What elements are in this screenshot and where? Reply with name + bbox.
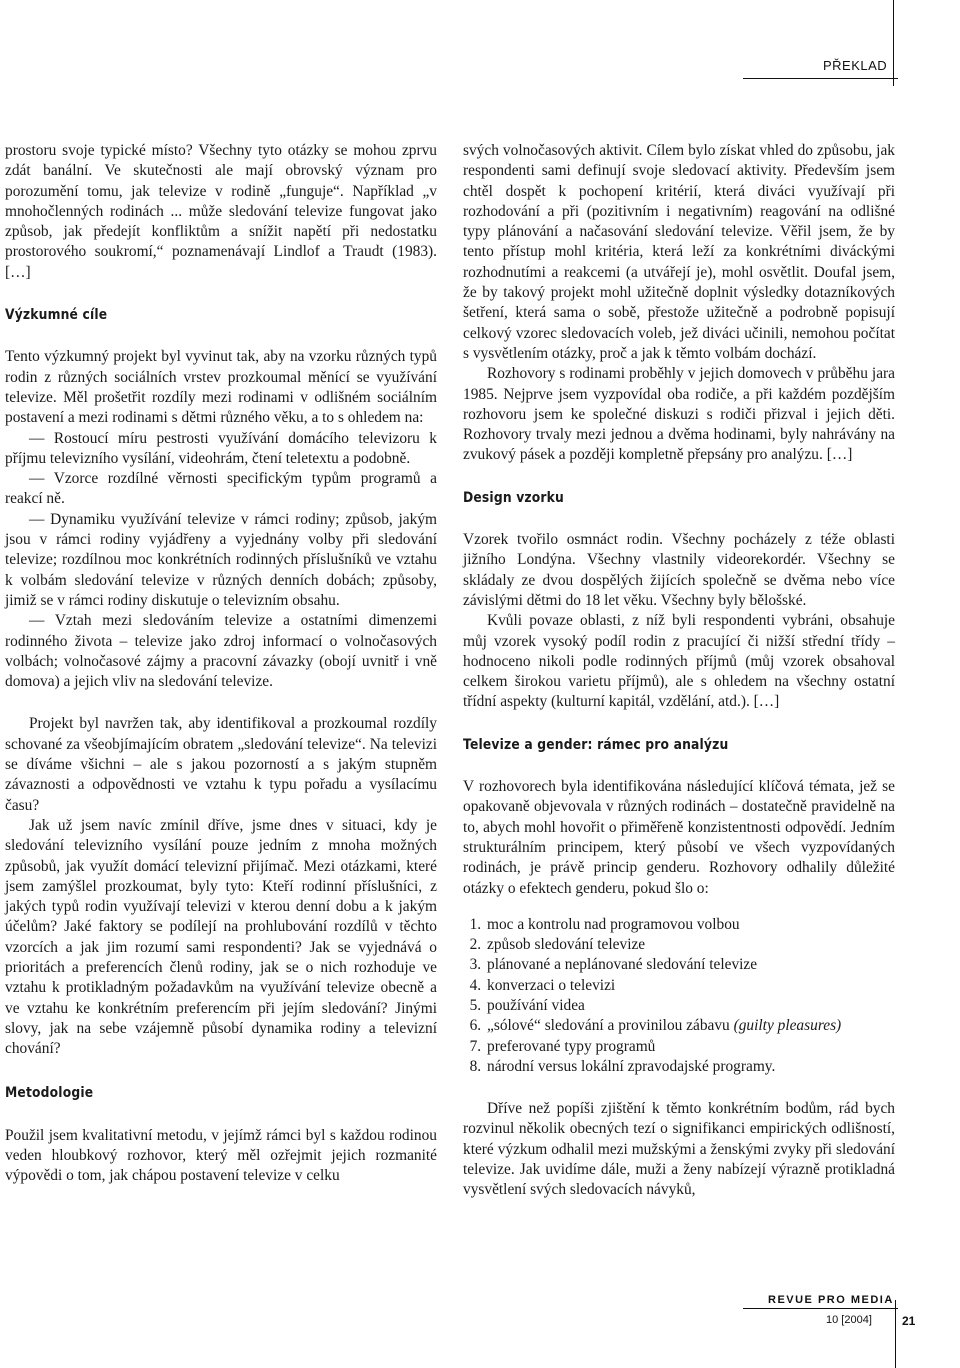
paragraph: Použil jsem kvalitativní metodu, v jejímž rámci byl s každou rodinou veden hloubkový rozhovor, který měl ozřejmit jejich rozmanité výpovědi o tom, jak chápou postavení televize v celku <box>5 1126 437 1185</box>
heading-research-goals: Výzkumné cíle <box>5 307 108 324</box>
paragraph: Projekt byl navržen tak, aby identifikoval a prozkoumal rozdíly schované za všeobjímajícím obratem „sledování televize“. Na televizi se díváme všichni – ale s jakou pozorností a s jakým stupněm závaznosti a odpovědnosti ve vztahu k typu pořadu a vysílacímu času? <box>5 715 437 814</box>
right-column <box>463 141 895 1201</box>
paragraph: svých volnočasových aktivit. Cílem bylo získat vhled do způsobu, jak respondenti sami definují svoje sledovací aktivity. Především jsem chtěl dospět k pochopení kritérií, která diváci využívají při rozhodování a při (pozitivním i negativním) reagování na odlišné typy plánování a načasování sledování televize. Věřil jsem, že by tento přístup mohl kritéria, která leží za konkrétními diváckými rozhodnutími a reakcemi (a utvářejí je), mohl osvětlit. Doufal jsem, že by takový projekt mohl užitečně doplnit výsledky dotazníkových šetření, která sama o sobě, přestože užitečně a podrobně popisují celkový vzorec sledovacích voleb, jež diváci učinili, nemohou počítat s vysvětlením otázky, proč a jak k těmto volbám dochází. <box>463 142 895 362</box>
header-divider-vertical <box>893 0 894 86</box>
issue-number: 10 [2004] <box>826 1314 872 1326</box>
topic-list <box>463 915 895 1077</box>
list-item: 7. preferované typy programů <box>485 1037 895 1057</box>
footer-divider-vertical <box>895 1300 896 1368</box>
paragraph: V rozhovorech byla identifikována následující klíčová témata, jež se opakovaně objevovala v různých rodinách – dostatečně pravidelně na to, abych mohl hovořit o přiměřeně konzistentnosti odpovědí. Jedním strukturálním principem, který působí ve všech vyzpovídaných rodinách, je právě princip genderu. Rozhovory odhalily důležité otázky o efektech genderu, pokud šlo o: <box>463 778 895 897</box>
paragraph: prostoru svoje typické místo? Všechny tyto otázky se mohou zprvu zdát banální. Ve skutečnosti ale mají obrovský význam pro porozumění tomu, jak televize v rodině „funguje“. Například „v mnohočlenných rodinách ... může sledování televize fungovat jako způsob, jak předejít konfliktům a snížit napětí při nedostatku prostorového soukromí,“ poznamenávají Lindlof a Traudt (1983). […] <box>5 142 437 281</box>
heading-sample-design: Design vzorku <box>463 489 564 506</box>
paragraph: Rozhovory s rodinami proběhly v jejich domovech v průběhu jara 1985. Nejprve jsem vyzpovídal oba rodiče, a při každém pozdějším rozhovoru jsem ke společné diskuzi s rodiči přizval i jejich děti. Rozhovory trvaly mezi jednou a dvěma hodinami, byly nahrávány na zvukový pásek a později kompletně přepsány pro analýzu. […] <box>463 365 895 464</box>
list-item: — Vzorce rozdílné věrnosti specifickým typům programů a reakcí ně. <box>5 470 437 508</box>
footer-rule <box>743 1308 898 1309</box>
page-number: 21 <box>902 1314 916 1328</box>
list-item: 4. konverzaci o televizi <box>485 976 895 996</box>
list-item: — Dynamiku využívání televize v rámci rodiny; způsob, jakým jsou v rámci rodiny vyjádřeny a vyjednány volby při sledování televize; rozdílnou moc konkrétních rodinných příslušníků ve vztahu k volbám sledování televize v různých denních dobách; způsoby, jimiž se v rámci rodiny diskutuje o televizním obsahu. <box>5 510 437 609</box>
list-item: 2. způsob sledování televize <box>485 935 895 955</box>
list-item: 6. „sólové“ sledování a provinilou zábavu (guilty pleasures) <box>485 1016 895 1036</box>
list-item: 8. národní versus lokální zpravodajské programy. <box>485 1057 895 1077</box>
list-item: — Rostoucí míru pestrosti využívání domácího televizoru k příjmu televizního vysílání, videohrám, čtení teletextu a podobně. <box>5 429 437 467</box>
header-rule <box>743 78 898 79</box>
journal-logo: REVUE PRO MEDIA <box>768 1294 894 1306</box>
heading-television-gender: Televize a gender: rámec pro analýzu <box>463 736 729 753</box>
heading-methodology: Metodologie <box>5 1085 94 1102</box>
italic-term: (guilty pleasures) <box>733 1017 842 1035</box>
paragraph: Vzorek tvořilo osmnáct rodin. Všechny pocházely z téže oblasti jižního Londýna. Všechny vlastnily videorekordér. Všechny se skládaly ze dvou dospělých žijících společně se dvěma nebo více závislými dětmi do 18 let věku. Všechny byly bělošské. <box>463 531 895 609</box>
list-item: 1. moc a kontrolu nad programovou volbou <box>485 915 895 935</box>
left-column <box>5 141 437 1187</box>
paragraph: Dříve než popíši zjištění k těmto konkrétním bodům, rád bych rozvinul několik obecných tezí o signifikanci empirických odlišností, které výzkum odhalil mezi mužskými a ženskými zvyky při sledování televize. Jak uvidíme dále, muži a ženy nabízejí výrazně protikladná vysvětlení svých sledovacích návyků, <box>463 1100 895 1199</box>
paragraph: Tento výzkumný projekt byl vyvinut tak, aby na vzorku různých typů rodin z různých sociálních vrstev prozkoumal měnící se využívání televize. Měl prošetřit rozdíly mezi rodinami v odlišném sociálním postavení a mezi rodinami s dětmi různého věku, a to s ohledem na: <box>5 348 437 427</box>
list-item: 5. používání videa <box>485 996 895 1016</box>
section-label: PŘEKLAD <box>823 58 888 73</box>
paragraph: Jak už jsem navíc zmínil dříve, jsme dnes v situaci, kdy je sledování televizního vysílání pouze jedním z mnoha možných způsobů, jak využít domácí televizní přijímač. Mezi otázkami, které jsem zamýšlel prozkoumat, byly tyto: Kteří rodinní příslušníci, z jakých typů rodin využívají televizi v kterou denní dobu a k jakým účelům? Jaké faktory se podílejí na prohlubování rozdílů v těchto vzorcích a jak jim rozumí sami respondenti? Jak se vyjednává o prioritách a preferencích členů rodiny, jak se o nich rozhoduje ve vztahu k protikladným požadavkům na využívání televize obecně a ve vztahu ke konkrétním preferencím při jejím sledování? Jinými slovy, jak na sebe vzájemně působí dynamika rodiny a televizní chování? <box>5 816 437 1058</box>
paragraph: Kvůli povaze oblasti, z níž byli respondenti vybráni, obsahuje můj vzorek vysoký podíl rodin z pracující či nižší střední třídy – hodnoceno nikoli podle rodinných příjmů (můj vzorek obsahoval celkem širokou varietu příjmů), ale s ohledem na všechny ostatní třídní aspekty (kulturní kapitál, vzdělání, atd.). […] <box>463 612 895 711</box>
list-item: 3. plánované a neplánované sledování televize <box>485 955 895 975</box>
list-item: — Vztah mezi sledováním televize a ostatními dimenzemi rodinného života – televize jako zdroj informací o volnočasových volbách; volnočasové zájmy a pracovní závazky (obojí uvnitř i vně domova) a jejich vliv na sledování televize. <box>5 612 437 691</box>
